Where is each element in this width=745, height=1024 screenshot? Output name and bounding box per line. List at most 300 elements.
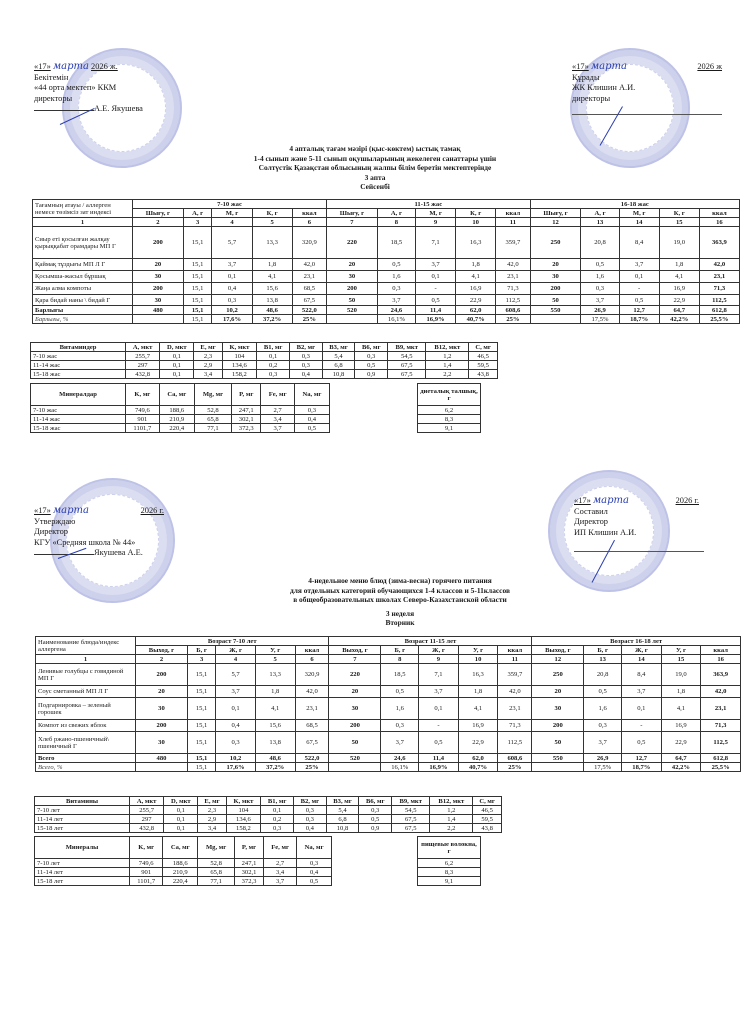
header-row bbox=[36, 637, 741, 646]
table-row bbox=[31, 352, 498, 361]
column-header: B2, мг bbox=[290, 343, 323, 352]
dish-name: Сиыр еті қосылған жалқау қырыққабат орамдары МП Г bbox=[33, 227, 133, 259]
column-number: 16 bbox=[699, 218, 739, 227]
value-cell: 18,5 bbox=[377, 227, 415, 259]
value-cell: 250 bbox=[530, 227, 581, 259]
table-row bbox=[35, 877, 332, 886]
value-cell: 2,9 bbox=[194, 361, 222, 370]
value-cell: 59,5 bbox=[473, 815, 502, 824]
column-header: М, г bbox=[619, 209, 659, 218]
value-cell: 3,7 bbox=[581, 295, 619, 306]
table-row bbox=[418, 415, 481, 424]
header-row bbox=[35, 797, 502, 806]
column-header: А, г bbox=[377, 209, 415, 218]
column-number: 5 bbox=[252, 218, 292, 227]
table-row bbox=[35, 859, 332, 868]
total-value: 522,0 bbox=[292, 306, 326, 315]
value-cell: 0,5 bbox=[294, 424, 329, 433]
value-cell: - bbox=[419, 720, 459, 732]
value-cell: 7,1 bbox=[419, 664, 459, 686]
age-group-header: 11-15 жас bbox=[327, 200, 531, 209]
percent-value: 16,9% bbox=[419, 763, 459, 772]
percent-value: 18,7% bbox=[619, 315, 659, 324]
value-cell: 42,0 bbox=[699, 259, 739, 271]
value-cell: 67,5 bbox=[295, 732, 329, 754]
value-cell: 0,2 bbox=[261, 815, 294, 824]
column-header: E, мг bbox=[198, 797, 226, 806]
table-row bbox=[418, 406, 481, 415]
value-cell: 188,6 bbox=[159, 406, 194, 415]
value-cell: 250 bbox=[532, 664, 584, 686]
dish-name: Қара бидай наны \ бидай Г bbox=[33, 295, 133, 306]
age-label: 11-14 лет bbox=[35, 815, 130, 824]
value-cell: 42,0 bbox=[498, 686, 532, 698]
value-cell: 20,8 bbox=[584, 664, 622, 686]
value-cell: 16,9 bbox=[661, 720, 701, 732]
value-cell: 104 bbox=[226, 806, 261, 815]
ru-day-label: Вторник bbox=[385, 618, 415, 628]
value-cell: 901 bbox=[126, 415, 160, 424]
value-cell: 2,3 bbox=[198, 806, 226, 815]
value-cell: 54,5 bbox=[388, 352, 426, 361]
header-row bbox=[35, 837, 332, 859]
total-value: 550 bbox=[532, 754, 584, 763]
percent-value: 40,7% bbox=[456, 315, 496, 324]
value-cell: 50 bbox=[327, 295, 378, 306]
value-cell: 0,5 bbox=[584, 686, 622, 698]
value-cell: 30 bbox=[136, 732, 188, 754]
column-number: 15 bbox=[659, 218, 699, 227]
age-label: 15-18 лет bbox=[35, 877, 130, 886]
age-label: 11-14 жас bbox=[31, 415, 126, 424]
percent-value bbox=[532, 763, 584, 772]
total-value: 608,6 bbox=[498, 754, 532, 763]
column-header: B12, мкт bbox=[426, 343, 469, 352]
value-cell: 359,7 bbox=[498, 664, 532, 686]
value-cell: 3,7 bbox=[584, 732, 622, 754]
value-cell: 297 bbox=[130, 815, 164, 824]
column-header: B3, мг bbox=[322, 343, 355, 352]
column-header: K, мг bbox=[130, 837, 163, 859]
column-number: 16 bbox=[701, 655, 741, 664]
value-cell: 22,9 bbox=[458, 732, 498, 754]
dish-name: Қаймақ тұздығы МП Л Г bbox=[33, 259, 133, 271]
value-cell: 13,8 bbox=[255, 732, 295, 754]
age-group-header: Возраст 16-18 лет bbox=[532, 637, 741, 646]
dish-name: Компот из свежих яблок bbox=[36, 720, 136, 732]
value-cell: 749,6 bbox=[130, 859, 163, 868]
value-cell: 297 bbox=[126, 361, 160, 370]
value-cell: 0,3 bbox=[290, 361, 323, 370]
percent-value: 16,1% bbox=[381, 763, 419, 772]
value-cell: 0,3 bbox=[355, 352, 388, 361]
column-header: C, мг bbox=[473, 797, 502, 806]
value-cell: 5,4 bbox=[322, 352, 355, 361]
value-cell: 3,7 bbox=[619, 259, 659, 271]
kz-right-signature-line bbox=[572, 114, 722, 115]
column-number: 5 bbox=[255, 655, 295, 664]
column-number: 6 bbox=[295, 655, 329, 664]
value-cell: 0,3 bbox=[584, 720, 622, 732]
kz-right-approval-line1: Құрады bbox=[572, 72, 600, 82]
value-cell: 3,7 bbox=[264, 877, 297, 886]
value-cell: 59,5 bbox=[469, 361, 498, 370]
value-cell: 210,9 bbox=[159, 415, 194, 424]
dish-name: Қосымша-жасыл бұршақ bbox=[33, 271, 133, 283]
column-number-row bbox=[33, 218, 740, 227]
kz-left-approval-line2: «44 орта мектеп» ККМ bbox=[34, 83, 117, 92]
ru-vitamins-table bbox=[34, 796, 502, 833]
age-group-header: 7-10 жас bbox=[133, 200, 327, 209]
kz-right-approval-date: «17» марта 2026 ж bbox=[572, 61, 722, 72]
table-row bbox=[33, 295, 740, 306]
value-cell: 42,0 bbox=[701, 686, 741, 698]
value-cell: 20 bbox=[329, 686, 381, 698]
column-header: D, мкт bbox=[160, 343, 194, 352]
total-value: 608,6 bbox=[496, 306, 530, 315]
name-column-header: Тағамның атауы / аллерген немесе төзімсіз зат индексі bbox=[33, 200, 133, 218]
ru-section bbox=[0, 470, 745, 1024]
value-cell: 372,3 bbox=[235, 877, 264, 886]
fiber-value: 6,2 bbox=[418, 859, 481, 868]
total-label: Барлығы bbox=[33, 306, 133, 315]
column-header: Выход, г bbox=[532, 646, 584, 655]
column-number: 11 bbox=[498, 655, 532, 664]
percent-label: Всего, % bbox=[36, 763, 136, 772]
percent-row bbox=[33, 315, 740, 324]
name-column-header: Наименование блюда/индекс аллергена bbox=[36, 637, 136, 655]
value-cell: 43,8 bbox=[473, 824, 502, 833]
fiber-value: 9,1 bbox=[418, 424, 481, 433]
value-cell: 23,1 bbox=[699, 271, 739, 283]
total-row bbox=[33, 306, 740, 315]
column-header: B3, мг bbox=[326, 797, 359, 806]
kz-section bbox=[0, 0, 745, 470]
ru-document-title: 4-недельное меню блюд (зима-весна) горячего питания для отдельных категорий обучающихся 1-4 классов и 5-11классов в общеобразовательных школах Северо-Казахстанской области 3 неделя Вторник bbox=[200, 576, 600, 628]
column-header: P, мг bbox=[235, 837, 264, 859]
value-cell: 432,8 bbox=[126, 370, 160, 379]
kz-fiber-table bbox=[417, 383, 481, 433]
column-number: 4 bbox=[216, 655, 256, 664]
table-row bbox=[35, 824, 502, 833]
column-number: 3 bbox=[187, 655, 215, 664]
value-cell: 15,1 bbox=[187, 698, 215, 720]
percent-value bbox=[327, 315, 378, 324]
table-row bbox=[35, 868, 332, 877]
value-cell: 320,9 bbox=[292, 227, 326, 259]
column-number: 9 bbox=[416, 218, 456, 227]
value-cell: 67,5 bbox=[392, 815, 430, 824]
column-number: 12 bbox=[530, 218, 581, 227]
percent-value: 15,1 bbox=[187, 763, 215, 772]
column-number: 14 bbox=[619, 218, 659, 227]
table-row bbox=[36, 664, 741, 686]
value-cell: 65,8 bbox=[198, 868, 235, 877]
value-cell: 2,7 bbox=[264, 859, 297, 868]
column-header: K, мг bbox=[126, 384, 160, 406]
value-cell: 30 bbox=[532, 698, 584, 720]
column-header: B6, мг bbox=[355, 343, 388, 352]
value-cell: 0,3 bbox=[294, 406, 329, 415]
column-header: C, мг bbox=[469, 343, 498, 352]
total-value: 10,2 bbox=[216, 754, 256, 763]
value-cell: 20 bbox=[530, 259, 581, 271]
value-cell: 0,9 bbox=[359, 824, 392, 833]
column-header: М, г bbox=[416, 209, 456, 218]
value-cell: 0,3 bbox=[297, 859, 332, 868]
value-cell: - bbox=[619, 283, 659, 295]
value-cell: 71,3 bbox=[699, 283, 739, 295]
total-row bbox=[36, 754, 741, 763]
value-cell: 1,8 bbox=[659, 259, 699, 271]
age-label: 7-10 лет bbox=[35, 859, 130, 868]
column-header: ккал bbox=[701, 646, 741, 655]
column-header: Ca, мг bbox=[163, 837, 198, 859]
ru-left-approval-line1: Утверждаю bbox=[34, 516, 76, 526]
value-cell: 0,3 bbox=[257, 370, 290, 379]
total-value: 64,7 bbox=[661, 754, 701, 763]
value-cell: 0,1 bbox=[416, 271, 456, 283]
value-cell: 5,7 bbox=[216, 664, 256, 686]
total-value: 26,9 bbox=[584, 754, 622, 763]
value-cell: 359,7 bbox=[496, 227, 530, 259]
value-cell: 1,8 bbox=[661, 686, 701, 698]
value-cell: 13,8 bbox=[252, 295, 292, 306]
value-cell: 2,2 bbox=[426, 370, 469, 379]
value-cell: 247,1 bbox=[235, 859, 264, 868]
value-cell: 220 bbox=[327, 227, 378, 259]
kz-left-signature-line: А.Е. Якушева bbox=[34, 104, 164, 115]
value-cell: 0,1 bbox=[160, 361, 194, 370]
vitamins-header: Витаминдер bbox=[31, 343, 126, 352]
table-row bbox=[418, 868, 481, 877]
total-value: 10,2 bbox=[212, 306, 252, 315]
column-header: Mg, мг bbox=[198, 837, 235, 859]
value-cell: 43,8 bbox=[469, 370, 498, 379]
column-number: 7 bbox=[329, 655, 381, 664]
value-cell: 200 bbox=[133, 227, 184, 259]
value-cell: 0,4 bbox=[294, 415, 329, 424]
dish-name: Хлеб ржано-пшеничный\ пшеничный Г bbox=[36, 732, 136, 754]
value-cell: 46,5 bbox=[469, 352, 498, 361]
value-cell: 4,1 bbox=[252, 271, 292, 283]
total-value: 12,7 bbox=[622, 754, 662, 763]
value-cell: 0,1 bbox=[216, 698, 256, 720]
value-cell: 20 bbox=[136, 686, 188, 698]
percent-value: 17,5% bbox=[581, 315, 619, 324]
ru-right-approval-line1: Составил bbox=[574, 506, 608, 516]
value-cell: 0,1 bbox=[164, 815, 198, 824]
ru-left-approval-line2: Директор bbox=[34, 527, 68, 536]
value-cell: 0,1 bbox=[160, 370, 194, 379]
value-cell: 1,6 bbox=[377, 271, 415, 283]
column-header: ккал bbox=[295, 646, 329, 655]
table-row bbox=[33, 283, 740, 295]
ru-left-approval-date: «17» марта 2026 г. bbox=[34, 505, 164, 516]
column-header: Шығу, г bbox=[530, 209, 581, 218]
column-header: Mg, мг bbox=[194, 384, 231, 406]
subheader-row bbox=[33, 209, 740, 218]
value-cell: 749,6 bbox=[126, 406, 160, 415]
value-cell: 0,5 bbox=[622, 732, 662, 754]
value-cell: 1,6 bbox=[381, 698, 419, 720]
value-cell: 1101,7 bbox=[126, 424, 160, 433]
table-row bbox=[31, 424, 330, 433]
total-value: 12,7 bbox=[619, 306, 659, 315]
percent-value bbox=[133, 315, 184, 324]
column-header: У, г bbox=[661, 646, 701, 655]
column-number: 6 bbox=[292, 218, 326, 227]
column-header: B2, мг bbox=[294, 797, 327, 806]
age-group-header: 16-18 жас bbox=[530, 200, 739, 209]
total-value: 48,6 bbox=[252, 306, 292, 315]
value-cell: 30 bbox=[136, 698, 188, 720]
dish-name: Ленивые голубцы с говядиной МП Г bbox=[36, 664, 136, 686]
value-cell: 68,5 bbox=[292, 283, 326, 295]
value-cell: 23,1 bbox=[295, 698, 329, 720]
value-cell: 23,1 bbox=[498, 698, 532, 720]
value-cell: 2,7 bbox=[261, 406, 295, 415]
value-cell: 1,8 bbox=[456, 259, 496, 271]
value-cell: 30 bbox=[327, 271, 378, 283]
value-cell: 0,5 bbox=[581, 259, 619, 271]
value-cell: 0,3 bbox=[581, 283, 619, 295]
total-value: 11,4 bbox=[419, 754, 459, 763]
value-cell: 3,7 bbox=[212, 259, 252, 271]
value-cell: 0,5 bbox=[619, 295, 659, 306]
total-value: 15,1 bbox=[187, 754, 215, 763]
value-cell: 15,1 bbox=[187, 732, 215, 754]
column-number: 11 bbox=[496, 218, 530, 227]
column-header: D, мкт bbox=[164, 797, 198, 806]
value-cell: 15,1 bbox=[183, 259, 212, 271]
fiber-value: 8,3 bbox=[418, 868, 481, 877]
total-value: 520 bbox=[329, 754, 381, 763]
percent-label: Барлығы, % bbox=[33, 315, 133, 324]
column-number: 1 bbox=[36, 655, 136, 664]
column-number: 10 bbox=[458, 655, 498, 664]
column-number: 12 bbox=[532, 655, 584, 664]
column-header: Fe, мг bbox=[261, 384, 295, 406]
value-cell: 0,3 bbox=[359, 806, 392, 815]
ru-left-approval-line3: КГУ «Средняя школа № 44» bbox=[34, 537, 136, 547]
value-cell: 7,1 bbox=[416, 227, 456, 259]
value-cell: 23,1 bbox=[292, 271, 326, 283]
column-header: Б, г bbox=[187, 646, 215, 655]
ru-menu-table bbox=[35, 636, 741, 772]
fiber-header: пищевые волокна, г bbox=[418, 837, 481, 859]
age-label: 15-18 лет bbox=[35, 824, 130, 833]
header-row bbox=[31, 384, 330, 406]
column-header: ккал bbox=[699, 209, 739, 218]
percent-value: 25% bbox=[496, 315, 530, 324]
value-cell: 15,6 bbox=[255, 720, 295, 732]
column-header: B6, мг bbox=[359, 797, 392, 806]
total-value: 480 bbox=[133, 306, 184, 315]
value-cell: 372,3 bbox=[232, 424, 261, 433]
kz-right-approval-line3: директоры bbox=[572, 93, 611, 103]
value-cell: 134,6 bbox=[226, 815, 261, 824]
kz-document-title: 4 апталық тағам мәзірі (қыс-көктем) ыстық тамақ 1-4 сынып және 5-11 сынып оқушыларының жекелеген санаттары үшін Солтүстік Қазақстан облысының жалпы білім беретін мектептерінде 3 апта Сейсенбі bbox=[200, 144, 550, 192]
value-cell: 16,9 bbox=[456, 283, 496, 295]
total-label: Всего bbox=[36, 754, 136, 763]
value-cell: 23,1 bbox=[701, 698, 741, 720]
total-value: 62,0 bbox=[458, 754, 498, 763]
value-cell: 13,3 bbox=[255, 664, 295, 686]
percent-value: 25% bbox=[295, 763, 329, 772]
table-row bbox=[36, 686, 741, 698]
percent-value bbox=[329, 763, 381, 772]
value-cell: 200 bbox=[530, 283, 581, 295]
column-header: ккал bbox=[496, 209, 530, 218]
table-row bbox=[31, 415, 330, 424]
column-header: Б, г bbox=[584, 646, 622, 655]
value-cell: 901 bbox=[130, 868, 163, 877]
column-header: Ж, г bbox=[622, 646, 662, 655]
value-cell: 1,4 bbox=[430, 815, 473, 824]
age-group-header: Возраст 7-10 лет bbox=[136, 637, 329, 646]
value-cell: 77,1 bbox=[194, 424, 231, 433]
age-label: 7-10 жас bbox=[31, 406, 126, 415]
value-cell: 3,7 bbox=[622, 686, 662, 698]
value-cell: 3,4 bbox=[194, 370, 222, 379]
value-cell: 4,1 bbox=[661, 698, 701, 720]
percent-value: 25% bbox=[498, 763, 532, 772]
total-value: 612,8 bbox=[701, 754, 741, 763]
value-cell: 3,7 bbox=[216, 686, 256, 698]
value-cell: 363,9 bbox=[699, 227, 739, 259]
ru-right-approval-block bbox=[574, 496, 699, 538]
column-header: Na, мг bbox=[297, 837, 332, 859]
value-cell: 0,3 bbox=[381, 720, 419, 732]
value-cell: 13,3 bbox=[252, 227, 292, 259]
value-cell: 46,5 bbox=[473, 806, 502, 815]
value-cell: 220,4 bbox=[163, 877, 198, 886]
ru-fiber-table bbox=[417, 836, 481, 886]
value-cell: 0,4 bbox=[297, 868, 332, 877]
value-cell: 20 bbox=[532, 686, 584, 698]
value-cell: 15,6 bbox=[252, 283, 292, 295]
value-cell: 0,1 bbox=[622, 698, 662, 720]
value-cell: 8,4 bbox=[619, 227, 659, 259]
table-row bbox=[36, 698, 741, 720]
kz-right-approval-line2: ЖК Клишин А.И. bbox=[572, 83, 636, 92]
ru-left-approval-block bbox=[34, 506, 164, 559]
value-cell: 19,0 bbox=[659, 227, 699, 259]
value-cell: 20 bbox=[327, 259, 378, 271]
total-value: 550 bbox=[530, 306, 581, 315]
value-cell: 432,8 bbox=[130, 824, 164, 833]
column-number: 13 bbox=[584, 655, 622, 664]
kz-left-approval-line3: директоры bbox=[34, 93, 73, 103]
total-value: 48,6 bbox=[255, 754, 295, 763]
percent-value: 25% bbox=[292, 315, 326, 324]
value-cell: 1,6 bbox=[584, 698, 622, 720]
value-cell: 112,5 bbox=[701, 732, 741, 754]
column-header: Na, мг bbox=[294, 384, 329, 406]
column-number: 4 bbox=[212, 218, 252, 227]
column-header: К, г bbox=[252, 209, 292, 218]
value-cell: 16,9 bbox=[659, 283, 699, 295]
column-header: B1, мг bbox=[261, 797, 294, 806]
percent-value: 40,7% bbox=[458, 763, 498, 772]
value-cell: 4,1 bbox=[659, 271, 699, 283]
value-cell: 2,9 bbox=[198, 815, 226, 824]
total-value: 64,7 bbox=[659, 306, 699, 315]
value-cell: 54,5 bbox=[392, 806, 430, 815]
value-cell: 1,8 bbox=[458, 686, 498, 698]
dish-name: Соус сметанный МП Л Г bbox=[36, 686, 136, 698]
